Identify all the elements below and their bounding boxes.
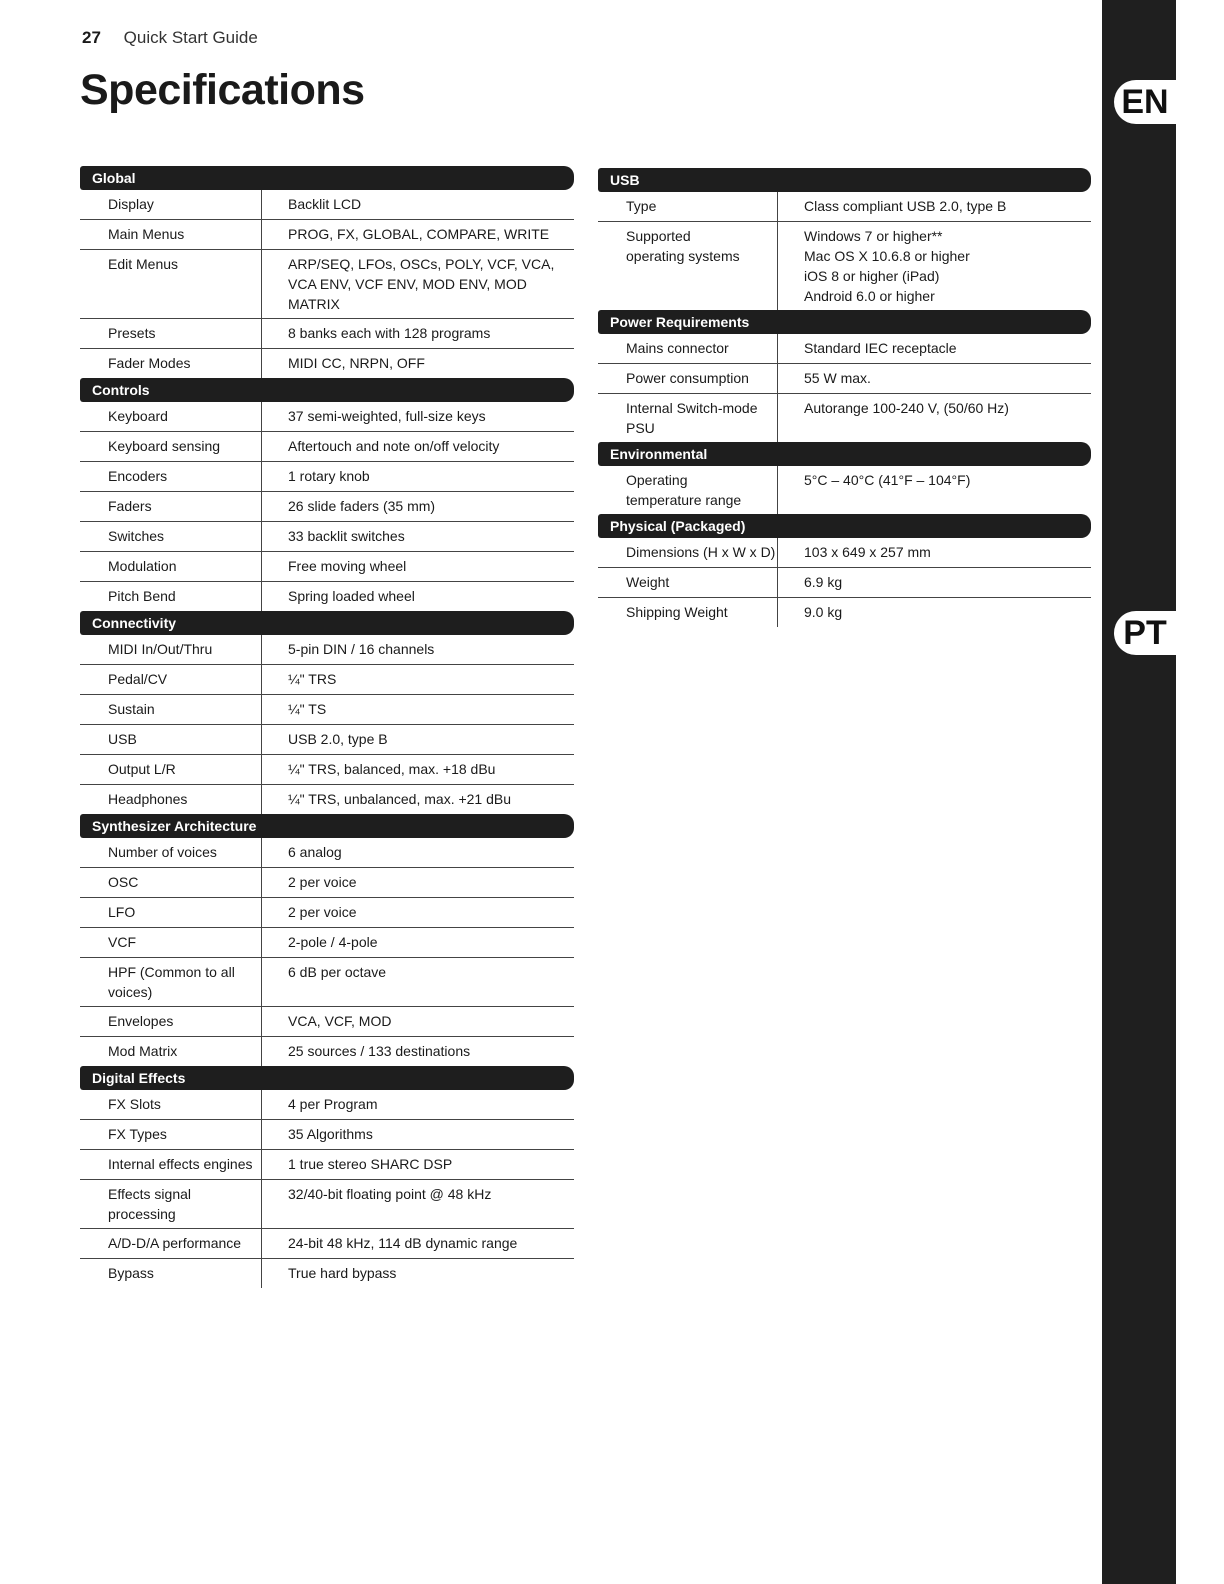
spec-row	[80, 898, 574, 928]
spec-label: VCF	[80, 928, 262, 957]
spec-label: A/D-D/A performance	[80, 1229, 262, 1258]
spec-label: Type	[598, 192, 778, 221]
page-header	[82, 28, 258, 48]
spec-value: 1 true stereo SHARC DSP	[288, 1156, 453, 1172]
spec-value: Autorange 100-240 V, (50/60 Hz)	[804, 400, 1009, 416]
spec-label: Edit Menus	[80, 250, 262, 318]
spec-row	[80, 1007, 574, 1037]
spec-row	[80, 1120, 574, 1150]
spec-label: LFO	[80, 898, 262, 927]
spec-row	[598, 538, 1091, 568]
spec-label: Internal effects engines	[80, 1150, 262, 1179]
spec-row	[80, 1150, 574, 1180]
spec-value: 4 per Program	[288, 1096, 378, 1112]
spec-value: 6 dB per octave	[288, 964, 387, 980]
section-header: Connectivity	[80, 611, 574, 635]
spec-value: Free moving wheel	[288, 558, 407, 574]
spec-row	[80, 1229, 574, 1259]
section-header: Synthesizer Architecture	[80, 814, 574, 838]
spec-row	[80, 785, 574, 814]
spec-value: 37 semi-weighted, full-size keys	[288, 408, 486, 424]
spec-row	[80, 190, 574, 220]
spec-row	[80, 958, 574, 1007]
section-header: Physical (Packaged)	[598, 514, 1091, 538]
spec-label: Number of voices	[80, 838, 262, 867]
section-header: USB	[598, 168, 1091, 192]
spec-value: 33 backlit switches	[288, 528, 405, 544]
spec-value: ¼" TRS, unbalanced, max. +21 dBu	[288, 791, 512, 807]
spec-value: Windows 7 or higher** Mac OS X 10.6.8 or higher iOS 8 or higher (iPad) Android 6.0 or higher	[804, 228, 970, 304]
spec-label: Sustain	[80, 695, 262, 724]
spec-value: ¼" TS	[288, 701, 327, 717]
spec-label: USB	[80, 725, 262, 754]
spec-value: True hard bypass	[288, 1265, 397, 1281]
spec-row	[80, 725, 574, 755]
spec-label: Envelopes	[80, 1007, 262, 1036]
section-header: Global	[80, 166, 574, 190]
spec-label: Effects signal processing	[80, 1180, 262, 1228]
spec-row	[598, 364, 1091, 394]
spec-value: 35 Algorithms	[288, 1126, 373, 1142]
spec-row	[80, 349, 574, 378]
section-header: Digital Effects	[80, 1066, 574, 1090]
spec-value: ¼" TRS, balanced, max. +18 dBu	[288, 761, 496, 777]
section-header: Environmental	[598, 442, 1091, 466]
spec-row	[598, 598, 1091, 627]
spec-row	[80, 462, 574, 492]
spec-label: Operating temperature range	[598, 466, 778, 514]
spec-row	[80, 1037, 574, 1066]
spec-row	[80, 838, 574, 868]
spec-section	[598, 514, 1091, 627]
spec-value: USB 2.0, type B	[288, 731, 388, 747]
left-spec-column	[80, 166, 574, 1288]
spec-value: Standard IEC receptacle	[804, 340, 957, 356]
spec-label: Main Menus	[80, 220, 262, 249]
spec-value: 25 sources / 133 destinations	[288, 1043, 471, 1059]
spec-value: 8 banks each with 128 programs	[288, 325, 491, 341]
language-side-bar	[1102, 0, 1176, 1584]
spec-row	[80, 755, 574, 785]
spec-value: MIDI CC, NRPN, OFF	[288, 355, 425, 371]
spec-value: 9.0 kg	[804, 604, 843, 620]
spec-label: Presets	[80, 319, 262, 348]
spec-value: 2 per voice	[288, 874, 357, 890]
spec-value: 32/40-bit floating point @ 48 kHz	[288, 1186, 492, 1202]
spec-value: 24-bit 48 kHz, 114 dB dynamic range	[288, 1235, 518, 1251]
spec-label: Mod Matrix	[80, 1037, 262, 1066]
spec-section	[80, 1066, 574, 1288]
spec-label: Keyboard sensing	[80, 432, 262, 461]
spec-row	[80, 319, 574, 349]
spec-row	[80, 402, 574, 432]
guide-title: Quick Start Guide	[123, 28, 258, 47]
spec-row	[80, 695, 574, 725]
section-header: Power Requirements	[598, 310, 1091, 334]
page-number: 27	[82, 28, 101, 47]
spec-label: Internal Switch-mode PSU	[598, 394, 778, 442]
spec-value: 1 rotary knob	[288, 468, 370, 484]
section-header: Controls	[80, 378, 574, 402]
spec-label: Supported operating systems	[598, 222, 778, 310]
language-tab-en[interactable]: EN	[1114, 80, 1176, 124]
spec-section	[598, 310, 1091, 442]
spec-row	[80, 635, 574, 665]
spec-row	[80, 522, 574, 552]
spec-value: VCA, VCF, MOD	[288, 1013, 392, 1029]
language-tab-pt[interactable]: PT	[1114, 611, 1176, 655]
spec-value: 5°C – 40°C (41°F – 104°F)	[804, 472, 971, 488]
spec-row	[80, 1180, 574, 1229]
spec-row	[598, 192, 1091, 222]
spec-row	[80, 220, 574, 250]
spec-label: Power consumption	[598, 364, 778, 393]
spec-value: 55 W max.	[804, 370, 871, 386]
spec-row	[80, 552, 574, 582]
spec-row	[80, 492, 574, 522]
spec-value: 2-pole / 4-pole	[288, 934, 378, 950]
spec-section	[598, 168, 1091, 310]
spec-value: 26 slide faders (35 mm)	[288, 498, 436, 514]
spec-row	[80, 928, 574, 958]
spec-section	[80, 611, 574, 814]
spec-label: Encoders	[80, 462, 262, 491]
spec-label: Switches	[80, 522, 262, 551]
spec-value: Class compliant USB 2.0, type B	[804, 198, 1007, 214]
spec-label: Weight	[598, 568, 778, 597]
spec-section	[80, 814, 574, 1066]
spec-label: OSC	[80, 868, 262, 897]
spec-row	[598, 222, 1091, 310]
spec-value: ¼" TRS	[288, 671, 337, 687]
spec-value: ARP/SEQ, LFOs, OSCs, POLY, VCF, VCA, VCA ENV, VCF ENV, MOD ENV, MOD MATRIX	[288, 256, 555, 312]
spec-label: Pitch Bend	[80, 582, 262, 611]
spec-label: Faders	[80, 492, 262, 521]
spec-value: 5-pin DIN / 16 channels	[288, 641, 435, 657]
spec-section	[598, 442, 1091, 514]
spec-label: Modulation	[80, 552, 262, 581]
spec-value: 6 analog	[288, 844, 342, 860]
spec-label: Pedal/CV	[80, 665, 262, 694]
spec-value: Backlit LCD	[288, 196, 362, 212]
spec-label: Display	[80, 190, 262, 219]
spec-label: HPF (Common to all voices)	[80, 958, 262, 1006]
spec-label: Headphones	[80, 785, 262, 814]
spec-row	[598, 466, 1091, 514]
spec-value: 103 x 649 x 257 mm	[804, 544, 931, 560]
spec-label: FX Types	[80, 1120, 262, 1149]
spec-row	[80, 1259, 574, 1288]
spec-row	[80, 582, 574, 611]
right-spec-column	[598, 168, 1091, 627]
spec-label: MIDI In/Out/Thru	[80, 635, 262, 664]
spec-row	[80, 665, 574, 695]
spec-row	[80, 868, 574, 898]
spec-label: Output L/R	[80, 755, 262, 784]
spec-row	[598, 568, 1091, 598]
spec-label: Shipping Weight	[598, 598, 778, 627]
spec-label: Keyboard	[80, 402, 262, 431]
spec-value: Aftertouch and note on/off velocity	[288, 438, 500, 454]
spec-row	[80, 1090, 574, 1120]
spec-section	[80, 378, 574, 611]
spec-value: PROG, FX, GLOBAL, COMPARE, WRITE	[288, 226, 550, 242]
spec-row	[598, 334, 1091, 364]
spec-label: Bypass	[80, 1259, 262, 1288]
spec-row	[598, 394, 1091, 442]
spec-section	[80, 166, 574, 378]
spec-value: Spring loaded wheel	[288, 588, 415, 604]
spec-label: Fader Modes	[80, 349, 262, 378]
spec-label: Mains connector	[598, 334, 778, 363]
spec-row	[80, 432, 574, 462]
spec-value: 2 per voice	[288, 904, 357, 920]
spec-label: Dimensions (H x W x D)	[598, 538, 778, 567]
spec-value: 6.9 kg	[804, 574, 843, 590]
spec-row	[80, 250, 574, 319]
spec-label: FX Slots	[80, 1090, 262, 1119]
page-title: Specifications	[80, 66, 365, 114]
